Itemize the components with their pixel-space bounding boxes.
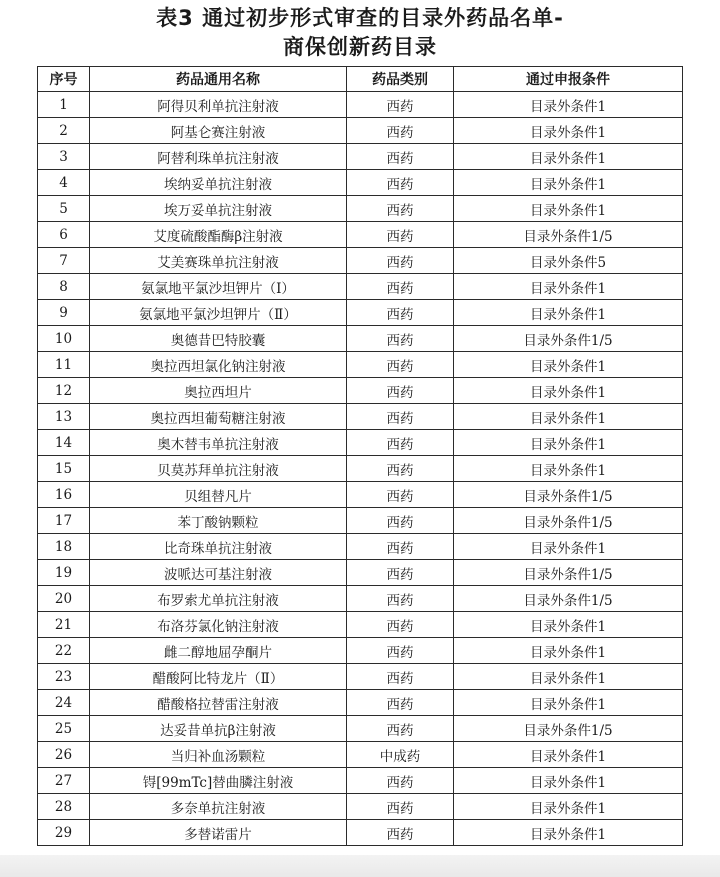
cell-serial-number: 6 <box>38 222 90 248</box>
header-application-condition: 通过申报条件 <box>454 67 683 92</box>
cell-drug-name: 雌二醇地屈孕酮片 <box>90 638 347 664</box>
cell-application-condition: 目录外条件1/5 <box>454 716 683 742</box>
table-header-row <box>38 67 683 92</box>
table-row <box>38 456 683 482</box>
cell-drug-category: 西药 <box>347 768 454 794</box>
table-row <box>38 716 683 742</box>
cell-drug-name: 奥德昔巴特胶囊 <box>90 326 347 352</box>
cell-drug-name: 达妥昔单抗β注射液 <box>90 716 347 742</box>
cell-drug-category: 西药 <box>347 378 454 404</box>
cell-serial-number: 15 <box>38 456 90 482</box>
cell-application-condition: 目录外条件1 <box>454 274 683 300</box>
cell-drug-name: 奥木替韦单抗注射液 <box>90 430 347 456</box>
cell-application-condition: 目录外条件1 <box>454 196 683 222</box>
table-row <box>38 586 683 612</box>
cell-serial-number: 21 <box>38 612 90 638</box>
cell-drug-name: 比奇珠单抗注射液 <box>90 534 347 560</box>
cell-drug-name: 氨氯地平氯沙坦钾片（Ⅰ） <box>90 274 347 300</box>
page-bottom-edge <box>0 855 720 877</box>
table-row <box>38 352 683 378</box>
cell-application-condition: 目录外条件1 <box>454 638 683 664</box>
cell-drug-category: 西药 <box>347 690 454 716</box>
cell-serial-number: 9 <box>38 300 90 326</box>
cell-drug-category: 西药 <box>347 508 454 534</box>
cell-drug-category: 西药 <box>347 170 454 196</box>
header-drug-name: 药品通用名称 <box>90 67 347 92</box>
cell-drug-category: 西药 <box>347 794 454 820</box>
cell-serial-number: 7 <box>38 248 90 274</box>
header-serial-number: 序号 <box>38 67 90 92</box>
cell-application-condition: 目录外条件1/5 <box>454 560 683 586</box>
table-row <box>38 560 683 586</box>
cell-serial-number: 2 <box>38 118 90 144</box>
cell-drug-category: 中成药 <box>347 742 454 768</box>
cell-serial-number: 19 <box>38 560 90 586</box>
page-subtitle: 商保创新药目录 <box>283 35 437 59</box>
cell-application-condition: 目录外条件1 <box>454 742 683 768</box>
cell-drug-category: 西药 <box>347 456 454 482</box>
cell-drug-category: 西药 <box>347 118 454 144</box>
cell-application-condition: 目录外条件1/5 <box>454 586 683 612</box>
table-row <box>38 378 683 404</box>
cell-serial-number: 22 <box>38 638 90 664</box>
cell-drug-name: 阿基仑赛注射液 <box>90 118 347 144</box>
cell-drug-name: 阿替利珠单抗注射液 <box>90 144 347 170</box>
cell-drug-category: 西药 <box>347 482 454 508</box>
cell-serial-number: 12 <box>38 378 90 404</box>
cell-drug-category: 西药 <box>347 326 454 352</box>
table-row <box>38 820 683 846</box>
cell-drug-category: 西药 <box>347 560 454 586</box>
cell-serial-number: 17 <box>38 508 90 534</box>
cell-drug-category: 西药 <box>347 716 454 742</box>
cell-application-condition: 目录外条件1 <box>454 456 683 482</box>
cell-drug-name: 阿得贝利单抗注射液 <box>90 92 347 118</box>
cell-application-condition: 目录外条件1 <box>454 820 683 846</box>
cell-drug-category: 西药 <box>347 534 454 560</box>
cell-serial-number: 27 <box>38 768 90 794</box>
cell-application-condition: 目录外条件5 <box>454 248 683 274</box>
table-row <box>38 638 683 664</box>
cell-serial-number: 4 <box>38 170 90 196</box>
cell-application-condition: 目录外条件1 <box>454 92 683 118</box>
cell-drug-category: 西药 <box>347 274 454 300</box>
cell-application-condition: 目录外条件1 <box>454 612 683 638</box>
cell-drug-name: 贝组替凡片 <box>90 482 347 508</box>
cell-drug-category: 西药 <box>347 196 454 222</box>
cell-application-condition: 目录外条件1 <box>454 352 683 378</box>
table-row <box>38 742 683 768</box>
cell-drug-category: 西药 <box>347 248 454 274</box>
table-row <box>38 612 683 638</box>
cell-serial-number: 16 <box>38 482 90 508</box>
cell-drug-name: 贝莫苏拜单抗注射液 <box>90 456 347 482</box>
table-row <box>38 170 683 196</box>
cell-drug-category: 西药 <box>347 222 454 248</box>
cell-application-condition: 目录外条件1 <box>454 118 683 144</box>
cell-serial-number: 3 <box>38 144 90 170</box>
cell-serial-number: 5 <box>38 196 90 222</box>
cell-application-condition: 目录外条件1 <box>454 404 683 430</box>
cell-drug-category: 西药 <box>347 300 454 326</box>
header-drug-category: 药品类别 <box>347 67 454 92</box>
table-row <box>38 92 683 118</box>
cell-application-condition: 目录外条件1 <box>454 378 683 404</box>
cell-serial-number: 29 <box>38 820 90 846</box>
table-body <box>38 92 683 846</box>
table-row <box>38 534 683 560</box>
cell-serial-number: 23 <box>38 664 90 690</box>
cell-drug-name: 埃万妥单抗注射液 <box>90 196 347 222</box>
cell-drug-name: 苯丁酸钠颗粒 <box>90 508 347 534</box>
table-row <box>38 118 683 144</box>
cell-drug-category: 西药 <box>347 404 454 430</box>
cell-application-condition: 目录外条件1 <box>454 768 683 794</box>
cell-serial-number: 25 <box>38 716 90 742</box>
cell-serial-number: 8 <box>38 274 90 300</box>
cell-drug-category: 西药 <box>347 664 454 690</box>
table-row <box>38 300 683 326</box>
table-row <box>38 690 683 716</box>
page-title: 表3 通过初步形式审查的目录外药品名单- <box>156 6 564 30</box>
cell-drug-name: 波哌达可基注射液 <box>90 560 347 586</box>
table-row <box>38 430 683 456</box>
table-row <box>38 196 683 222</box>
cell-application-condition: 目录外条件1 <box>454 690 683 716</box>
cell-drug-category: 西药 <box>347 352 454 378</box>
cell-serial-number: 10 <box>38 326 90 352</box>
cell-drug-category: 西药 <box>347 92 454 118</box>
cell-serial-number: 20 <box>38 586 90 612</box>
cell-application-condition: 目录外条件1 <box>454 170 683 196</box>
cell-drug-name: 醋酸格拉替雷注射液 <box>90 690 347 716</box>
cell-drug-name: 多奈单抗注射液 <box>90 794 347 820</box>
table-row <box>38 222 683 248</box>
cell-application-condition: 目录外条件1/5 <box>454 326 683 352</box>
cell-serial-number: 24 <box>38 690 90 716</box>
table-row <box>38 794 683 820</box>
table-row <box>38 274 683 300</box>
cell-drug-name: 多替诺雷片 <box>90 820 347 846</box>
cell-serial-number: 13 <box>38 404 90 430</box>
cell-serial-number: 18 <box>38 534 90 560</box>
cell-drug-name: 锝[99mTc]替曲膦注射液 <box>90 768 347 794</box>
cell-drug-name: 艾度硫酸酯酶β注射液 <box>90 222 347 248</box>
table-row <box>38 248 683 274</box>
table-row <box>38 482 683 508</box>
cell-serial-number: 26 <box>38 742 90 768</box>
cell-drug-name: 醋酸阿比特龙片（Ⅱ） <box>90 664 347 690</box>
cell-drug-category: 西药 <box>347 144 454 170</box>
table-row <box>38 404 683 430</box>
cell-drug-name: 奥拉西坦氯化钠注射液 <box>90 352 347 378</box>
cell-application-condition: 目录外条件1/5 <box>454 508 683 534</box>
cell-serial-number: 1 <box>38 92 90 118</box>
cell-drug-name: 当归补血汤颗粒 <box>90 742 347 768</box>
cell-drug-name: 布洛芬氯化钠注射液 <box>90 612 347 638</box>
cell-serial-number: 14 <box>38 430 90 456</box>
table-row <box>38 664 683 690</box>
table-row <box>38 508 683 534</box>
cell-drug-name: 布罗索尤单抗注射液 <box>90 586 347 612</box>
cell-drug-category: 西药 <box>347 638 454 664</box>
cell-application-condition: 目录外条件1 <box>454 300 683 326</box>
table-row <box>38 768 683 794</box>
cell-drug-name: 氨氯地平氯沙坦钾片（Ⅱ） <box>90 300 347 326</box>
cell-drug-category: 西药 <box>347 430 454 456</box>
cell-serial-number: 11 <box>38 352 90 378</box>
cell-drug-name: 奥拉西坦葡萄糖注射液 <box>90 404 347 430</box>
cell-application-condition: 目录外条件1/5 <box>454 482 683 508</box>
cell-application-condition: 目录外条件1 <box>454 144 683 170</box>
cell-drug-category: 西药 <box>347 612 454 638</box>
cell-serial-number: 28 <box>38 794 90 820</box>
table-row <box>38 144 683 170</box>
cell-drug-category: 西药 <box>347 820 454 846</box>
cell-application-condition: 目录外条件1 <box>454 794 683 820</box>
cell-drug-category: 西药 <box>347 586 454 612</box>
drug-list-table <box>37 66 683 846</box>
cell-application-condition: 目录外条件1/5 <box>454 222 683 248</box>
cell-drug-name: 艾美赛珠单抗注射液 <box>90 248 347 274</box>
cell-application-condition: 目录外条件1 <box>454 534 683 560</box>
table-row <box>38 326 683 352</box>
cell-drug-name: 奥拉西坦片 <box>90 378 347 404</box>
cell-drug-name: 埃纳妥单抗注射液 <box>90 170 347 196</box>
cell-application-condition: 目录外条件1 <box>454 430 683 456</box>
cell-application-condition: 目录外条件1 <box>454 664 683 690</box>
